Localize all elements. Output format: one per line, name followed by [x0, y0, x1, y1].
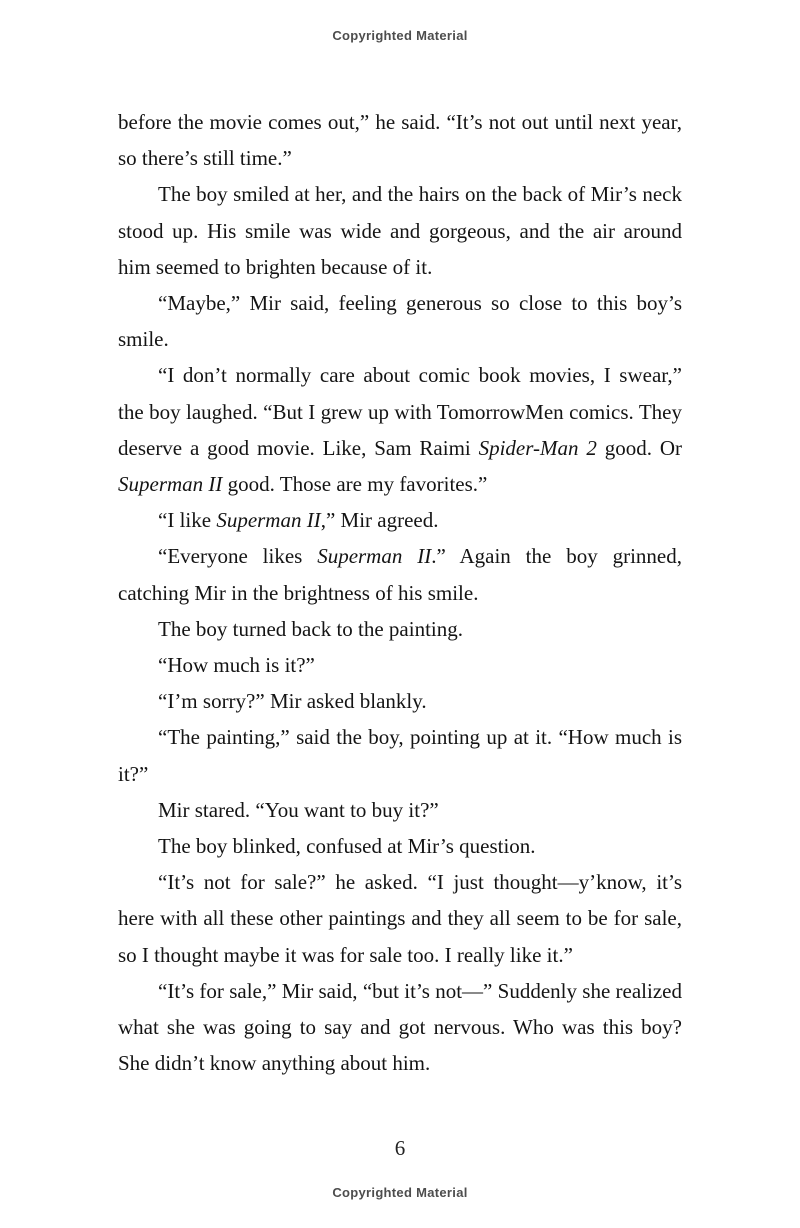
- text-run: The boy smiled at her, and the hairs on the back of Mir’s neck stood up. His smile was wide and gorgeous, and the air around him seemed to brighten because of it.: [118, 182, 682, 279]
- text-run: “Everyone likes: [158, 544, 318, 569]
- paragraph: [118, 864, 682, 973]
- paragraph: [118, 538, 682, 610]
- paragraph: [118, 828, 682, 864]
- paragraph: [118, 104, 682, 176]
- paragraph: [118, 357, 682, 502]
- text-run: Mir stared. “You want to buy it?”: [158, 797, 439, 822]
- text-run: good. Or: [596, 435, 682, 460]
- copyright-notice-bottom: Copyrighted Material: [332, 1185, 468, 1200]
- paragraph: [118, 719, 682, 791]
- copyright-notice-top: Copyrighted Material: [332, 28, 468, 43]
- text-run: The boy turned back to the painting.: [158, 616, 464, 641]
- italic-text-run: Superman II: [118, 472, 223, 497]
- text-run: “I don’t normally care about comic book movies, I swear,” the boy laughed. “But I grew up with TomorrowMen comics. They deserve a good movie. Like, Sam Raimi: [118, 363, 682, 460]
- text-run: before the movie comes out,” he said. “It’s not out until next year, so there’s still time.”: [118, 110, 682, 171]
- text-run: “I like: [158, 508, 217, 533]
- italic-text-run: Superman II: [216, 508, 321, 533]
- text-run: “It’s not for sale?” he asked. “I just thought—y’know, it’s here with all these other paintings and they all seem to be for sale, so I thought maybe it was for sale too. I really like it.”: [118, 870, 682, 967]
- paragraph: [118, 973, 682, 1082]
- text-run: .” Again the boy grinned, catching Mir in the brightness of his smile.: [118, 544, 682, 605]
- paragraph: [118, 285, 682, 357]
- italic-text-run: Superman II: [317, 544, 432, 569]
- paragraph: [118, 792, 682, 828]
- italic-text-run: Spider-Man 2: [478, 435, 597, 460]
- paragraph: [118, 647, 682, 683]
- text-run: “It’s for sale,” Mir said, “but it’s not—” Suddenly she realized what she was going to say and got nervous. Who was this boy? She didn’t know anything about him.: [118, 978, 682, 1076]
- paragraph: [118, 502, 682, 538]
- text-run: good. Those are my favorites.”: [222, 472, 488, 497]
- paragraph: [118, 683, 682, 719]
- text-run: “The painting,” said the boy, pointing up at it. “How much is it?”: [118, 725, 682, 786]
- paragraph: [118, 611, 682, 647]
- text-run: ,” Mir agreed.: [320, 508, 439, 533]
- text-run: “I’m sorry?” Mir asked blankly.: [158, 689, 427, 714]
- paragraph: [118, 176, 682, 285]
- page-number: 6: [394, 1136, 406, 1160]
- text-run: “Maybe,” Mir said, feeling generous so close to this boy’s smile.: [118, 291, 682, 352]
- text-run: The boy blinked, confused at Mir’s question.: [158, 834, 536, 859]
- text-run: “How much is it?”: [158, 653, 315, 678]
- page-text-block: [118, 104, 682, 1081]
